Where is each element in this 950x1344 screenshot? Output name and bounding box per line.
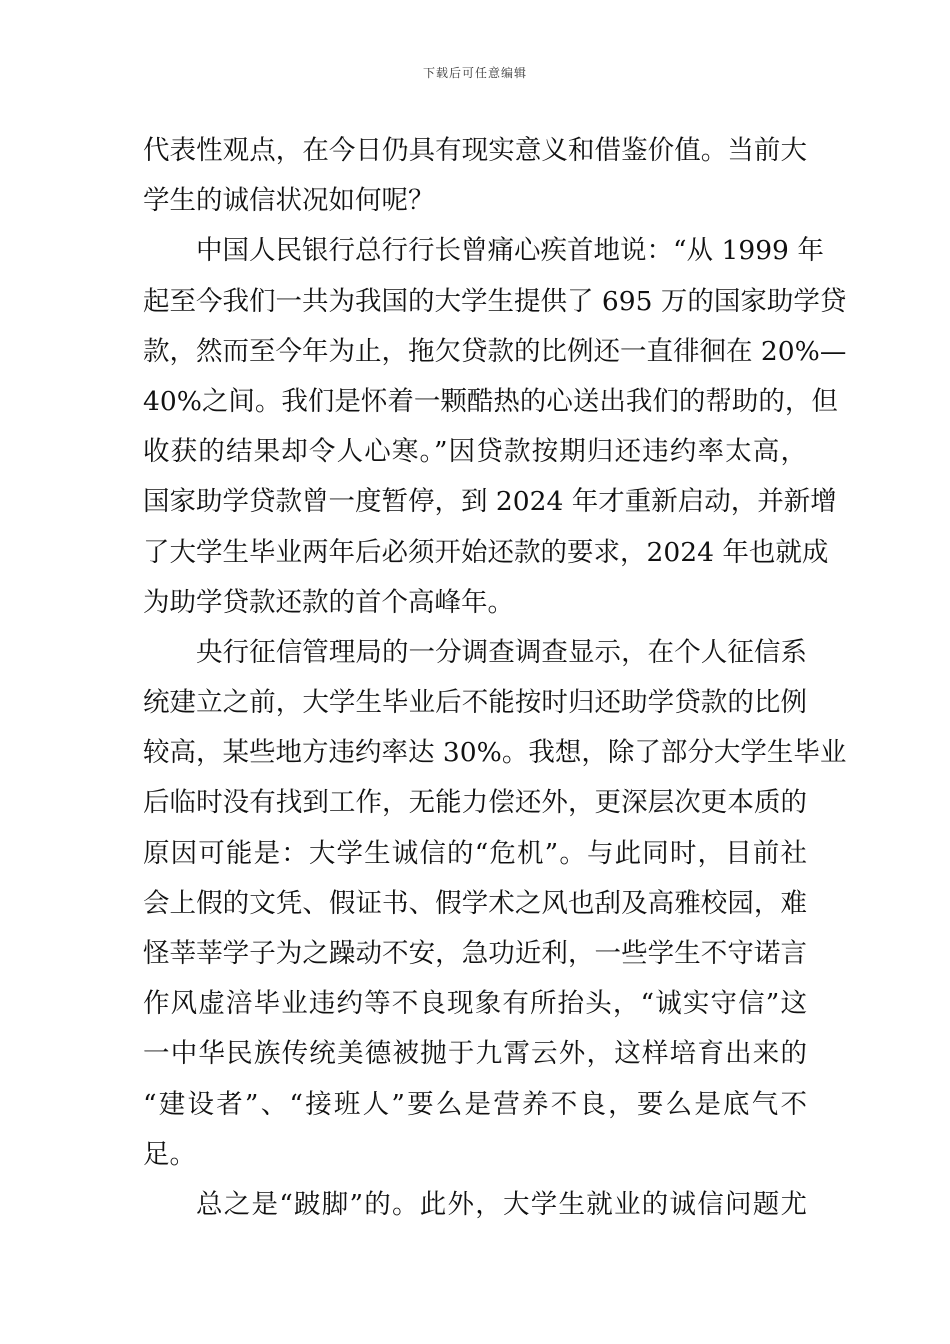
text-line: 收获的结果却令人心寒。”因贷款按期归还违约率太高， — [143, 436, 807, 468]
text-line: 后临时没有找到工作，无能力偿还外，更深层次更本质的 — [143, 787, 807, 819]
text-line: 足。 — [143, 1138, 196, 1170]
text-line: 代表性观点，在今日仍具有现实意义和借鉴价值。当前大 — [143, 135, 807, 166]
text-line: 较高，某些地方违约率达 30%。我想，除了部分大学生毕业 — [143, 737, 847, 769]
document-body — [143, 126, 847, 1230]
text-line: 怪莘莘学子为之躁动不安，急功近利，一些学生不守诺言 — [143, 938, 807, 969]
text-line: 统建立之前，大学生毕业后不能按时归还助学贷款的比例 — [143, 687, 807, 719]
text-line: 原因可能是：大学生诚信的“危机”。与此同时，目前社 — [143, 837, 807, 869]
text-line: 作风虚涪毕业违约等不良现象有所抬头，“诚实守信”这 — [143, 988, 807, 1020]
text-line: 国家助学贷款曾一度暂停，到 2024 年才重新启动，并新增 — [143, 486, 837, 518]
text-line: 40%之间。我们是怀着一颗酷热的心送出我们的帮助的，但 — [143, 385, 838, 417]
text-line: 了大学生毕业两年后必须开始还款的要求，2024 年也就成 — [143, 536, 829, 568]
text-line: 会上假的文凭、假证书、假学术之风也刮及高雅校园，难 — [143, 887, 807, 919]
text-line: 总之是“跛脚”的。此外，大学生就业的诚信问题尤 — [196, 1188, 807, 1220]
text-line: 一中华民族传统美德被抛于九霄云外，这样培育出来的 — [143, 1038, 807, 1070]
text-line: 央行征信管理局的一分调查调查显示，在个人征信系 — [196, 636, 807, 668]
text-line: 中国人民银行总行行长曾痛心疾首地说：“从 1999 年 — [196, 235, 824, 267]
text-line: 为助学贷款还款的首个高峰年。 — [143, 586, 514, 618]
page-header: 下载后可任意编辑 — [422, 66, 527, 80]
text-line: 学生的诚信状况如何呢？ — [143, 185, 435, 217]
text-line: 款，然而至今年为止，拖欠贷款的比例还一直徘徊在 20%— — [143, 335, 847, 367]
text-line: “建设者”、“接班人”要么是营养不良，要么是底气不 — [143, 1088, 807, 1120]
text-line: 起至今我们一共为我国的大学生提供了 695 万的国家助学贷 — [143, 285, 847, 317]
